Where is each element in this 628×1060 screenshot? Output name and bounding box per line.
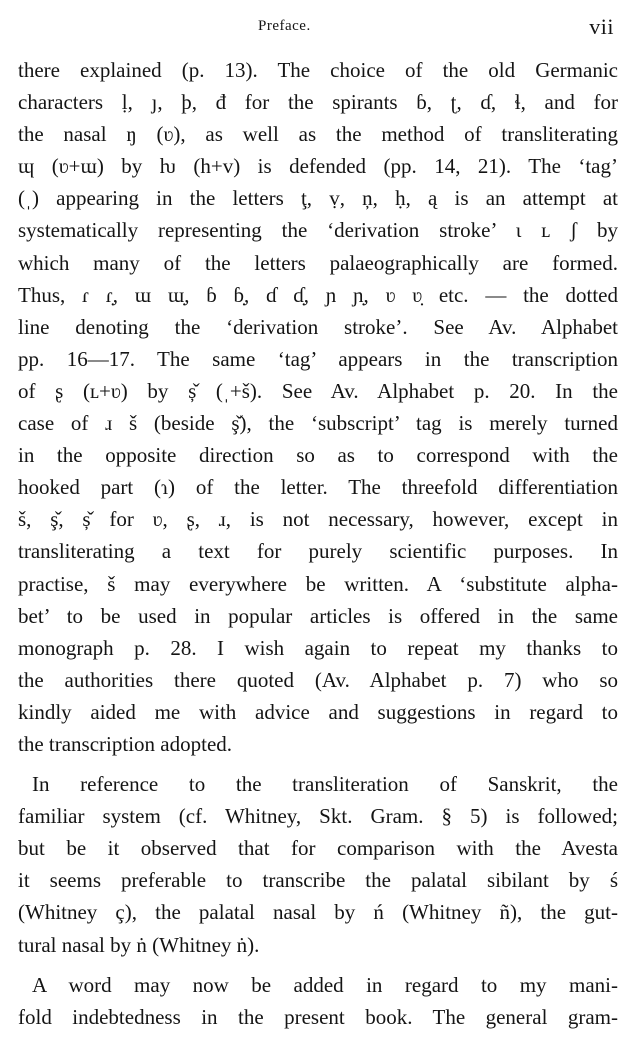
text-line: the transcription adopted.	[18, 731, 233, 756]
text-line: kindly aided me with advice and suggestions in regard to	[18, 699, 618, 724]
text-line: there explained (p. 13). The choice of the old Germanic	[18, 58, 618, 82]
text-line: tural nasal by ṅ (Whitney ṅ).	[18, 932, 260, 957]
text-line: ɰ (ʋ+ɯ) by ƕ (h+v) is defended (pp. 14, 21). The ‘tag’	[18, 154, 618, 179]
body-text	[18, 54, 618, 1033]
text-line: fold indebtedness in the present book. The general gram-	[18, 1004, 618, 1029]
text-line: practise, š may everywhere be written. A ‘substitute alpha-	[18, 571, 618, 596]
text-line: it seems preferable to transcribe the palatal sibilant by ś	[18, 868, 618, 893]
text-line: In reference to the transliteration of Sanskrit, the	[32, 772, 618, 797]
text-line: systematically representing the ‘derivation stroke’ ι ʟ ʃ by	[18, 218, 618, 243]
text-line: hooked part (ɿ) of the letter. The threefold differentiation	[18, 475, 618, 500]
page-header	[0, 14, 628, 46]
text-line: the authorities there quoted (Av. Alphabet p. 7) who so	[18, 667, 618, 692]
text-line: A word may now be added in regard to my mani-	[32, 972, 618, 997]
text-line: case of ɹ š (beside ş̌), the ‘subscript’ tag is merely turned	[18, 411, 618, 436]
running-title: Preface.	[258, 18, 311, 34]
text-line: of ʂ (ʟ+ʋ) by ș̌ (ˌ+š). See Av. Alphabet p. 20. In the	[18, 378, 618, 403]
text-line: in the opposite direction so as to correspond with the	[18, 443, 618, 468]
text-line: transliterating a text for purely scientific purposes. In	[18, 539, 618, 564]
text-line: (ˌ) appearing in the letters ţ, ṿ, ņ, ḥ, ą is an attempt at	[18, 186, 618, 211]
page-number: vii	[589, 14, 614, 39]
text-line: š, ş̌, ș̌ for ʋ, ʂ, ɹ, is not necessary, however, except in	[18, 507, 618, 532]
text-line: bet’ to be used in popular articles is offered in the same	[18, 603, 618, 628]
text-line: monograph p. 28. I wish again to repeat my thanks to	[18, 635, 618, 660]
text-line: (Whitney ç), the palatal nasal by ń (Whitney ñ), the gut-	[18, 900, 618, 925]
text-line: familiar system (cf. Whitney, Skt. Gram. § 5) is followed;	[18, 804, 618, 829]
text-line: the nasal ŋ (ʋ), as well as the method of transliterating	[18, 122, 618, 147]
text-line: line denoting the ‘derivation stroke’. See Av. Alphabet	[18, 314, 618, 339]
text-line: characters ḷ, ȷ, þ, đ for the spirants ɓ, ʈ, ɗ, ɬ, and for	[18, 90, 618, 115]
text-line: pp. 16—17. The same ‘tag’ appears in the transcription	[18, 346, 618, 371]
text-line: Thus, ɾ ɾ̣, ɯ ɯ̣, ɓ ɓ̣, ɗ ɗ̣, ɲ ɲ̣, ʋ ʋ̣ etc. — the dotted	[18, 282, 618, 307]
text-line: but be it observed that for comparison with the Avesta	[18, 836, 618, 861]
text-line: which many of the letters palaeographically are formed.	[18, 250, 618, 275]
